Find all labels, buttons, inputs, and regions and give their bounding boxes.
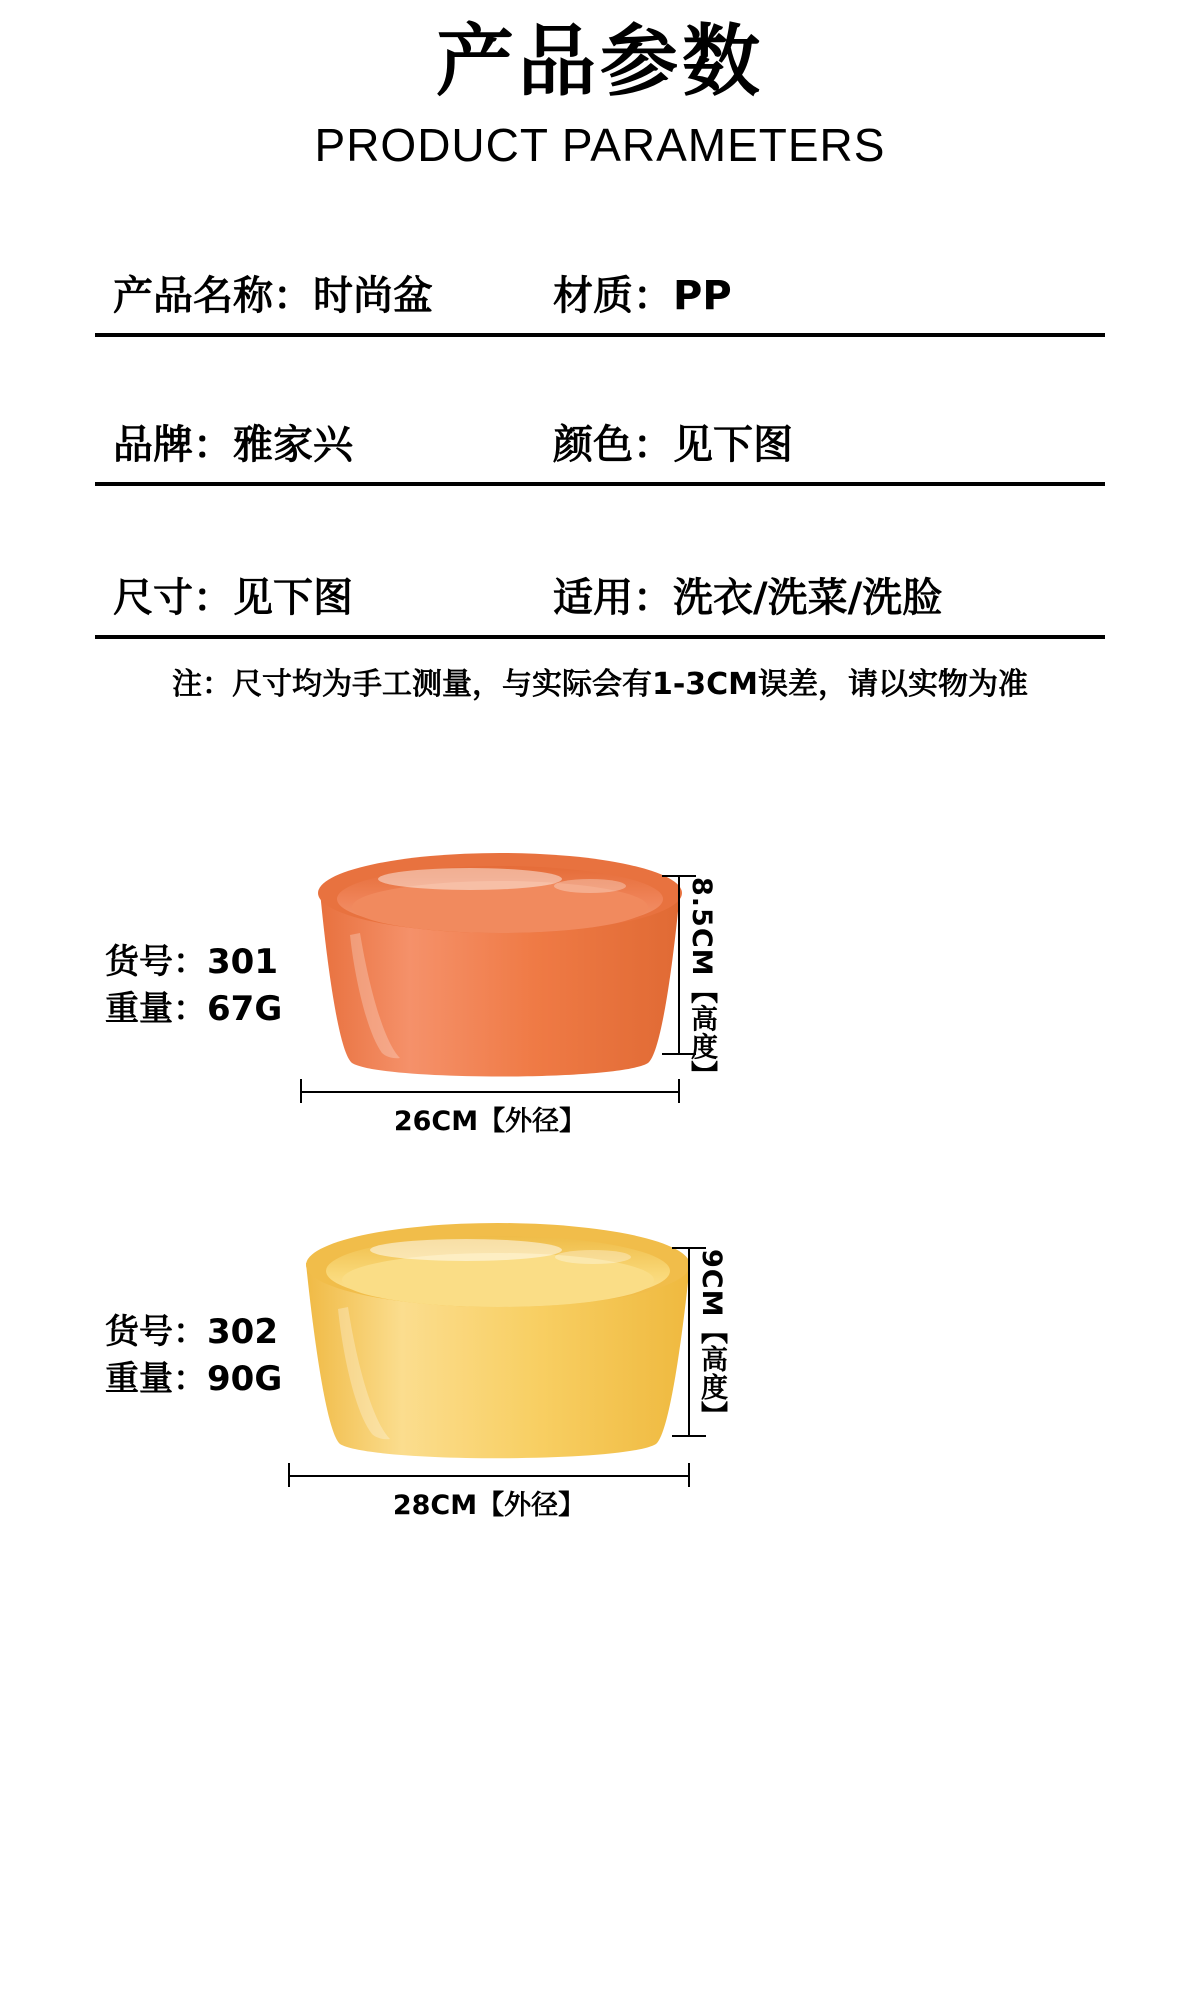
page-header bbox=[0, 0, 1200, 172]
product-1-height-line bbox=[678, 875, 680, 1055]
spec-usage: 适用：洗衣/洗菜/洗脸 bbox=[553, 574, 943, 621]
product-1-height-label: 8.5CM【高度】 bbox=[686, 876, 717, 1089]
product-1-item-no: 货号：301 bbox=[105, 941, 278, 982]
spec-color: 颜色：见下图 bbox=[553, 421, 793, 468]
product-2-image bbox=[278, 1223, 727, 1521]
product-gallery bbox=[0, 853, 1200, 1533]
bowl-yellow-icon bbox=[278, 1223, 718, 1468]
spec-size: 尺寸：见下图 bbox=[113, 574, 353, 621]
spec-table bbox=[95, 264, 1105, 639]
product-1-labels bbox=[105, 939, 282, 1033]
product-2-height-line bbox=[688, 1247, 690, 1437]
product-2-width-label: 28CM【外径】 bbox=[392, 1489, 586, 1521]
page-title-cn: 产品参数 bbox=[435, 17, 764, 107]
measurement-note: 注：尺寸均为手工测量，与实际会有1-3CM误差，请以实物为准 bbox=[171, 666, 1029, 702]
product-2-height-cap-bottom bbox=[672, 1435, 706, 1437]
product-2-item-no: 货号：302 bbox=[105, 1311, 278, 1352]
bowl-orange-icon bbox=[290, 853, 710, 1083]
product-1-width-label: 26CM【外径】 bbox=[393, 1105, 587, 1137]
page-title-en: PRODUCT PARAMETERS bbox=[314, 118, 886, 171]
spec-brand: 品牌：雅家兴 bbox=[113, 421, 353, 468]
product-1-weight: 重量：67G bbox=[105, 988, 283, 1029]
spec-product-name: 产品名称：时尚盆 bbox=[113, 272, 433, 319]
product-1-image bbox=[290, 853, 717, 1137]
product-2-weight: 重量：90G bbox=[105, 1358, 283, 1399]
spec-row bbox=[95, 264, 1105, 337]
product-item bbox=[0, 1223, 1200, 1533]
product-2-labels bbox=[105, 1309, 282, 1403]
product-item bbox=[0, 853, 1200, 1163]
product-1-width-line bbox=[300, 1091, 680, 1093]
product-2-height-label: 9CM【高度】 bbox=[696, 1248, 727, 1430]
spec-material: 材质：PP bbox=[553, 272, 732, 319]
product-2-width-line bbox=[288, 1475, 690, 1477]
spec-row bbox=[95, 413, 1105, 486]
spec-row bbox=[95, 566, 1105, 639]
